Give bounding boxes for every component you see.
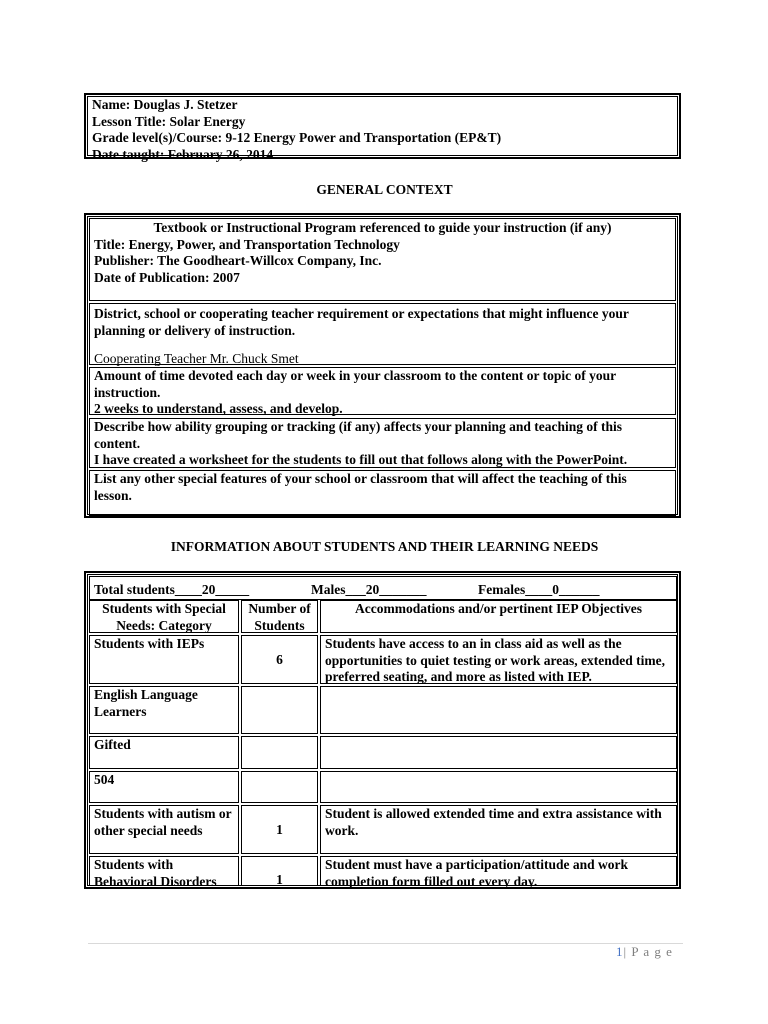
district-answer: Cooperating Teacher Mr. Chuck Smet — [94, 351, 299, 366]
row-category: English Language Learners — [89, 686, 239, 734]
general-context-heading: GENERAL CONTEXT — [316, 182, 453, 197]
time-prompt-2: instruction. — [94, 384, 161, 400]
grade-course: Grade level(s)/Course: 9-12 Energy Power and Transportation (EP&T) — [92, 130, 502, 145]
textbook-publisher: Publisher: The Goodheart-Willcox Company, Inc. — [94, 253, 382, 268]
special-prompt-2: lesson. — [94, 487, 132, 503]
grouping-cell — [89, 418, 676, 468]
totals-row — [89, 576, 677, 600]
row-number — [241, 771, 318, 803]
footer-rule — [88, 943, 683, 944]
row-number: 6 — [241, 635, 318, 684]
special-features-cell — [89, 470, 676, 516]
row-accommodations: Students have access to an in class aid as well as the opportunities to quiet testing or work areas, extended time, preferred seating, and more as listed with IEP. — [320, 635, 677, 684]
grouping-answer: I have created a worksheet for the students to fill out that follows along with the PowerPoint. — [94, 452, 628, 467]
row-number: 1 — [241, 805, 318, 854]
row-category: 504 — [89, 771, 239, 803]
col-header-number: Number of Students — [241, 600, 318, 633]
row-number: 1 — [241, 856, 318, 886]
textbook-cell — [89, 218, 676, 301]
teacher-name: Name: Douglas J. Stetzer — [92, 97, 238, 112]
district-prompt-1: District, school or cooperating teacher requirement or expectations that might influence your — [94, 306, 629, 321]
page-footer — [616, 944, 673, 960]
district-cell — [89, 303, 676, 365]
row-accommodations — [320, 771, 677, 803]
row-category: Students with Behavioral Disorders — [89, 856, 239, 886]
males-count: Males___20_______ — [311, 582, 427, 597]
grouping-prompt-2: content. — [94, 435, 141, 451]
page-label: | P a g e — [623, 944, 673, 959]
district-prompt-2: planning or delivery of instruction. — [94, 322, 296, 338]
time-answer: 2 weeks to understand, assess, and develop. — [94, 401, 343, 416]
textbook-prompt: Textbook or Instructional Program referenced to guide your instruction (if any) — [153, 220, 612, 235]
row-number — [241, 686, 318, 734]
date-taught: Date taught: February 26, 2014 — [92, 146, 274, 162]
col-header-category: Students with Special Needs: Category — [89, 600, 239, 633]
students-heading: INFORMATION ABOUT STUDENTS AND THEIR LEARNING NEEDS — [170, 539, 599, 554]
lesson-title: Lesson Title: Solar Energy — [92, 113, 246, 129]
textbook-title: Title: Energy, Power, and Transportation Technology — [94, 236, 400, 252]
col-header-accommodations: Accommodations and/or pertinent IEP Objectives — [320, 600, 677, 633]
row-category: Students with IEPs — [89, 635, 239, 684]
page-number: 1 — [616, 944, 624, 959]
row-accommodations — [320, 736, 677, 769]
total-students: Total students____20_____ — [94, 582, 250, 597]
textbook-date: Date of Publication: 2007 — [94, 269, 240, 285]
grouping-prompt-1: Describe how ability grouping or tracking (if any) affects your planning and teaching of this — [94, 419, 623, 434]
row-category: Gifted — [89, 736, 239, 769]
time-prompt-1: Amount of time devoted each day or week in your classroom to the content or topic of your — [94, 368, 617, 383]
row-number — [241, 736, 318, 769]
special-prompt-1: List any other special features of your school or classroom that will affect the teaching of this — [94, 471, 627, 486]
row-category: Students with autism or other special needs — [89, 805, 239, 854]
row-accommodations: Student is allowed extended time and extra assistance with work. — [320, 805, 677, 854]
time-cell — [89, 367, 676, 415]
row-accommodations — [320, 686, 677, 734]
general-context-table — [84, 213, 681, 518]
females-count: Females____0______ — [478, 582, 600, 597]
students-table — [84, 571, 681, 889]
lesson-header — [84, 93, 681, 162]
row-accommodations: Student must have a participation/attitude and work completion form filled out every day. — [320, 856, 677, 886]
